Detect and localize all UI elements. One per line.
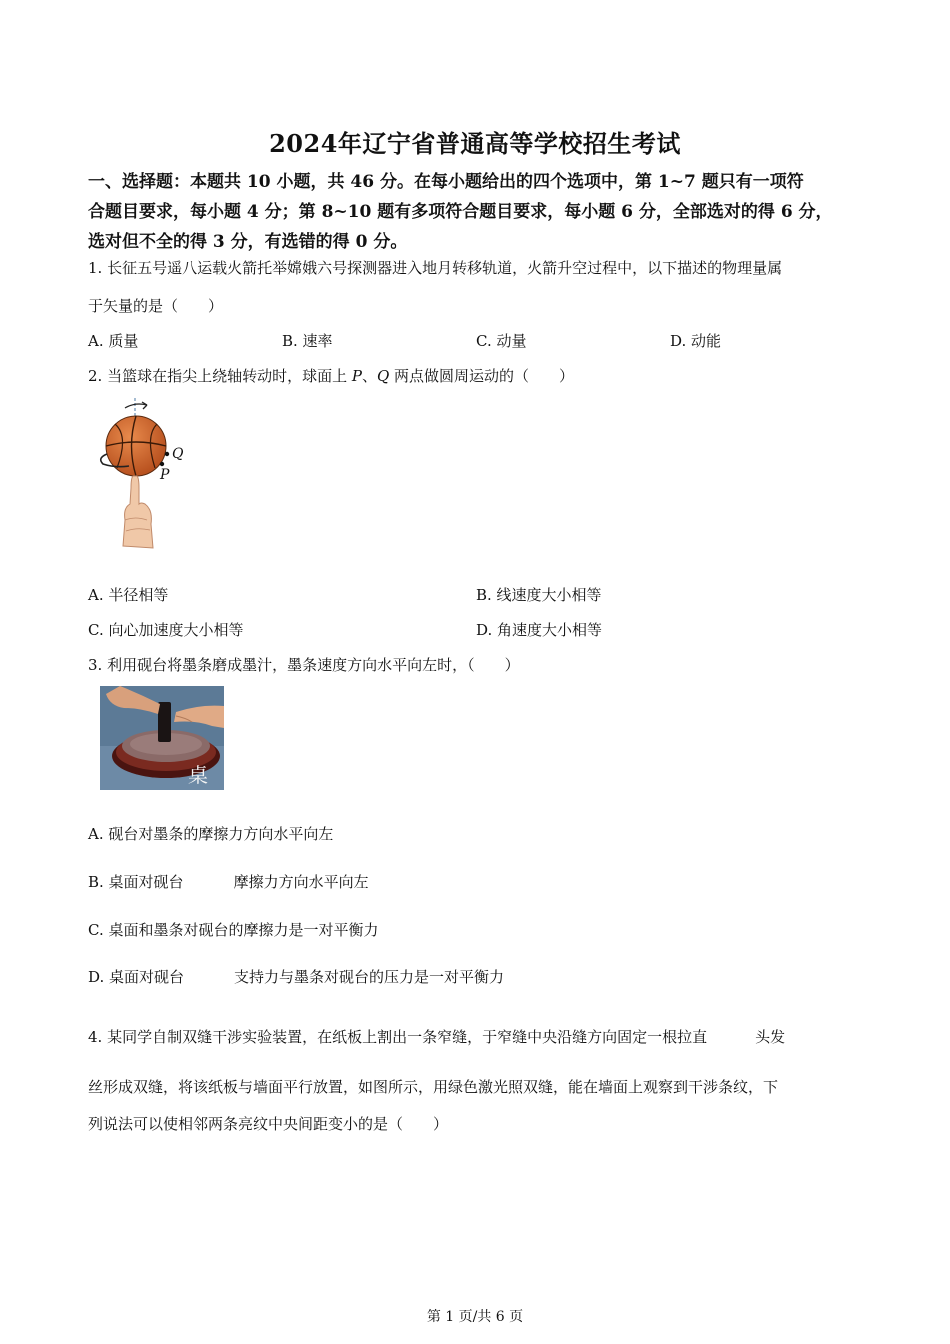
q2-point-p: P <box>351 367 362 385</box>
figure-label-q: Q <box>172 446 184 462</box>
page-footer: 第 1 页/共 6 页 <box>426 1309 524 1325</box>
q4-stem-line-3: 列说法可以使相邻两条亮纹中央间距变小的是（ ） <box>88 1115 449 1133</box>
q2-option-c: C. 向心加速度大小相等 <box>88 621 244 639</box>
hand <box>123 476 153 548</box>
figure-label-p: P <box>160 467 170 483</box>
q2-option-d: D. 角速度大小相等 <box>476 621 603 639</box>
q2-option-b: B. 线速度大小相等 <box>476 586 602 604</box>
q3-option-c: C. 桌面和墨条对砚台的摩擦力是一对平衡力 <box>88 921 379 939</box>
q1-option-c: C. 动量 <box>476 332 527 350</box>
q3-stem: 3. 利用砚台将墨条磨成墨汁，墨条速度方向水平向左时，（ ） <box>88 656 520 674</box>
q4-stem-line-1: 4. 某同学自制双缝干涉实验装置，在纸板上割出一条窄缝，于窄缝中央沿缝方向固定一根拉直 头发 <box>88 1028 786 1046</box>
page-title: 2024年辽宁省普通高等学校招生考试 <box>269 129 681 158</box>
q3-option-b: B. 桌面对砚台 摩擦力方向水平向左 <box>88 873 369 891</box>
point-q-marker <box>165 452 169 456</box>
section-header-line-3: 选对但不全的得 3 分，有选错的得 0 分。 <box>88 232 408 252</box>
basketball-figure <box>95 396 195 552</box>
q1-stem-line-2: 于矢量的是（ ） <box>88 297 224 315</box>
q4-stem-line-2: 丝形成双缝，将该纸板与墙面平行放置，如图所示，用绿色激光照双缝，能在墙面上观察到干涉条纹，下 <box>88 1078 779 1096</box>
figure-label-desk: 桌 <box>188 763 208 787</box>
q3-option-d: D. 桌面对砚台 支持力与墨条对砚台的压力是一对平衡力 <box>88 968 505 986</box>
q3-option-a: A. 砚台对墨条的摩擦力方向水平向左 <box>88 825 334 843</box>
inkstone-photo <box>100 686 224 790</box>
q2-stem: 2. 当篮球在指尖上绕轴转动时，球面上 P、Q 两点做圆周运动的（ ） <box>88 367 575 385</box>
q1-option-d: D. 动能 <box>670 332 722 350</box>
section-header-line-2: 合题目要求，每小题 4 分；第 8~10 题有多项符合题目要求，每小题 6 分，全部选对的得 6 分， <box>88 202 833 222</box>
q1-stem-line-1: 1. 长征五号遥八运载火箭托举嫦娥六号探测器进入地月转移轨道，火箭升空过程中，以下描述的物理量属 <box>88 259 783 277</box>
section-header-line-1: 一、选择题：本题共 10 小题，共 46 分。在每小题给出的四个选项中，第 1~7 题只有一项符 <box>88 172 804 192</box>
q2-point-q: Q <box>376 367 390 385</box>
ink-stick <box>158 702 171 742</box>
point-p-marker <box>160 462 164 466</box>
q1-option-b: B. 速率 <box>282 332 333 350</box>
q2-option-a: A. 半径相等 <box>88 586 169 604</box>
q1-option-a: A. 质量 <box>88 332 139 350</box>
